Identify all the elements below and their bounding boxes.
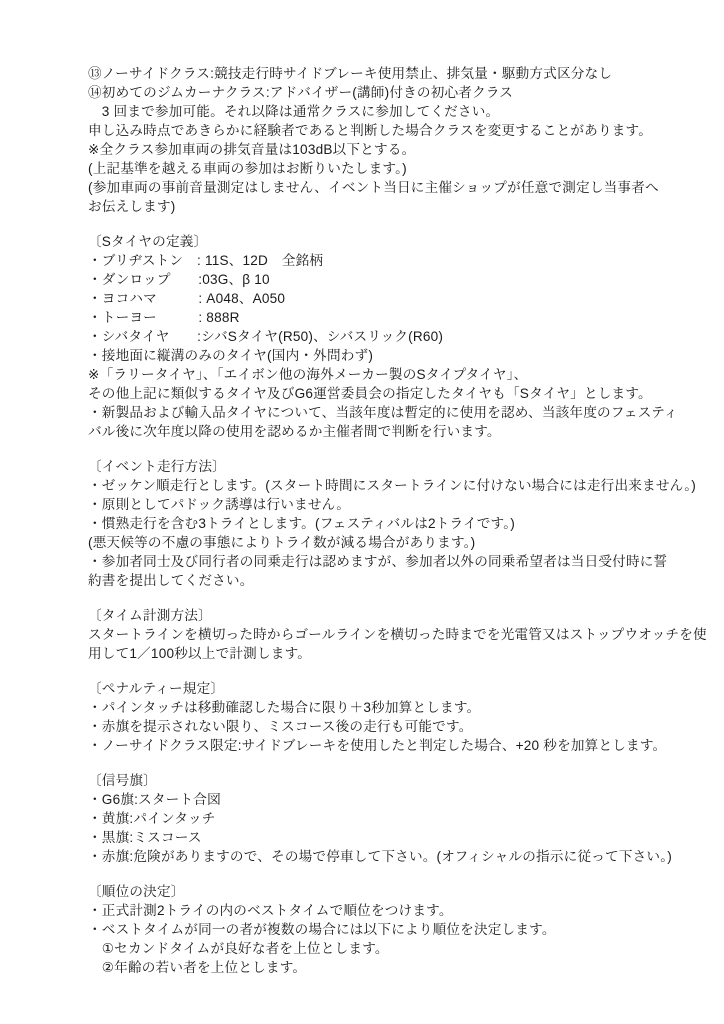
- doc-line: ・接地面に縦溝のみのタイヤ(国内・外問わず): [88, 348, 374, 363]
- doc-line: (参加車両の事前音量測定はしません、イベント当日に主催ショップが任意で測定し当事者へ: [88, 180, 659, 195]
- doc-line: ・正式計測2トライの内のベストタイムで順位をつけます。: [88, 903, 453, 918]
- doc-line: ・慣熟走行を含む3トライとします。(フェスティバルは2トライです。): [88, 516, 515, 531]
- doc-line: ・赤旗を提示されない限り、ミスコース後の走行も可能です。: [88, 719, 473, 734]
- section-heading: 〔タイム計測方法〕: [88, 608, 212, 623]
- doc-line: ・新製品および輸入品タイヤについて、当該年度は暫定的に使用を認め、当該年度のフェスティ: [88, 405, 678, 420]
- doc-line: ・原則としてパドック誘導は行いません。: [88, 497, 351, 512]
- doc-line: ・ヨコハマ : A048、A050: [88, 291, 286, 306]
- section-heading: 〔Sタイヤの定義〕: [88, 234, 208, 249]
- doc-line: ①セカンドタイムが良好な者を上位とします。: [88, 941, 389, 956]
- section-heading: 〔イベント走行方法〕: [88, 459, 226, 474]
- doc-line: ⑬ノーサイドクラス:競技走行時サイドブレーキ使用禁止、排気量・駆動方式区分なし: [88, 66, 613, 81]
- section-heading: 〔順位の決定〕: [88, 884, 185, 899]
- doc-line: ・参加者同士及び同行者の同乗走行は認めますが、参加者以外の同乗希望者は当日受付時に誓: [88, 554, 668, 569]
- doc-section: [88, 882, 688, 977]
- doc-line: ・ブリヂストン : 11S、12D 全銘柄: [88, 253, 324, 268]
- section-heading: 〔信号旗〕: [88, 773, 157, 788]
- doc-line: 3 回まで参加可能。それ以降は通常クラスに参加してください。: [88, 104, 500, 119]
- doc-line: スタートラインを横切った時からゴールラインを横切った時までを光電管又はストップウオッチを使: [88, 627, 707, 642]
- doc-line: ・G6旗:スタート合図: [88, 792, 221, 807]
- doc-line: ・ノーサイドクラス限定:サイドブレーキを使用したと判定した場合、+20 秒を加算とします。: [88, 738, 667, 753]
- doc-line: ・ゼッケン順走行とします。(スタート時間にスタートラインに付けない場合には走行出来ません。): [88, 478, 696, 493]
- doc-line: 申し込み時点であきらかに経験者であると判断した場合クラスを変更することがあります。: [88, 123, 653, 138]
- doc-line: ・ダンロップ :03G、β 10: [88, 272, 270, 287]
- doc-line: ・ベストタイムが同一の者が複数の場合には以下により順位を決定します。: [88, 922, 556, 937]
- doc-line: ②年齢の若い者を上位とします。: [88, 960, 307, 975]
- doc-line: ・黒旗:ミスコース: [88, 830, 202, 845]
- doc-line: 用して1／100秒以上で計測します。: [88, 646, 312, 661]
- doc-section: [88, 679, 688, 755]
- doc-section: [88, 771, 688, 866]
- doc-line: バル後に次年度以降の使用を認めるか主催者間で判断を行います。: [88, 424, 501, 439]
- doc-line: ⑭初めてのジムカーナクラス:アドバイザー(講師)付きの初心者クラス: [88, 85, 514, 100]
- doc-section: [88, 64, 688, 216]
- doc-section: [88, 232, 688, 441]
- doc-line: 約書を提出してください。: [88, 573, 254, 588]
- doc-section: [88, 457, 696, 590]
- doc-line: その他上記に類似するタイヤ及びG6運営委員会の指定したタイヤも「Sタイヤ」とします。: [88, 386, 652, 401]
- doc-line: ・パインタッチは移動確認した場合に限り＋3秒加算とします。: [88, 700, 481, 715]
- doc-line: ※「ラリータイヤ」、「エイボン他の海外メーカー製のSタイプタイヤ」、: [88, 367, 528, 382]
- doc-line: ・トーヨー : 888R: [88, 310, 240, 325]
- doc-section: [88, 606, 707, 663]
- doc-line: ・黄旗:パインタッチ: [88, 811, 216, 826]
- doc-line: (上記基準を越える車両の参加はお断りいたします。): [88, 161, 407, 176]
- doc-line: ・シバタイヤ :シバSタイヤ(R50)、シバスリック(R60): [88, 329, 444, 344]
- doc-line: ・赤旗:危険がありますので、その場で停車して下さい。(オフィシャルの指示に従って下さい。): [88, 849, 672, 864]
- doc-line: (悪天候等の不慮の事態によりトライ数が減る場合があります。): [88, 535, 476, 550]
- doc-line: ※全クラス参加車両の排気音量は103dB以下とする。: [88, 142, 416, 157]
- section-heading: 〔ペナルティー規定〕: [88, 681, 225, 696]
- doc-line: お伝えします): [88, 199, 176, 214]
